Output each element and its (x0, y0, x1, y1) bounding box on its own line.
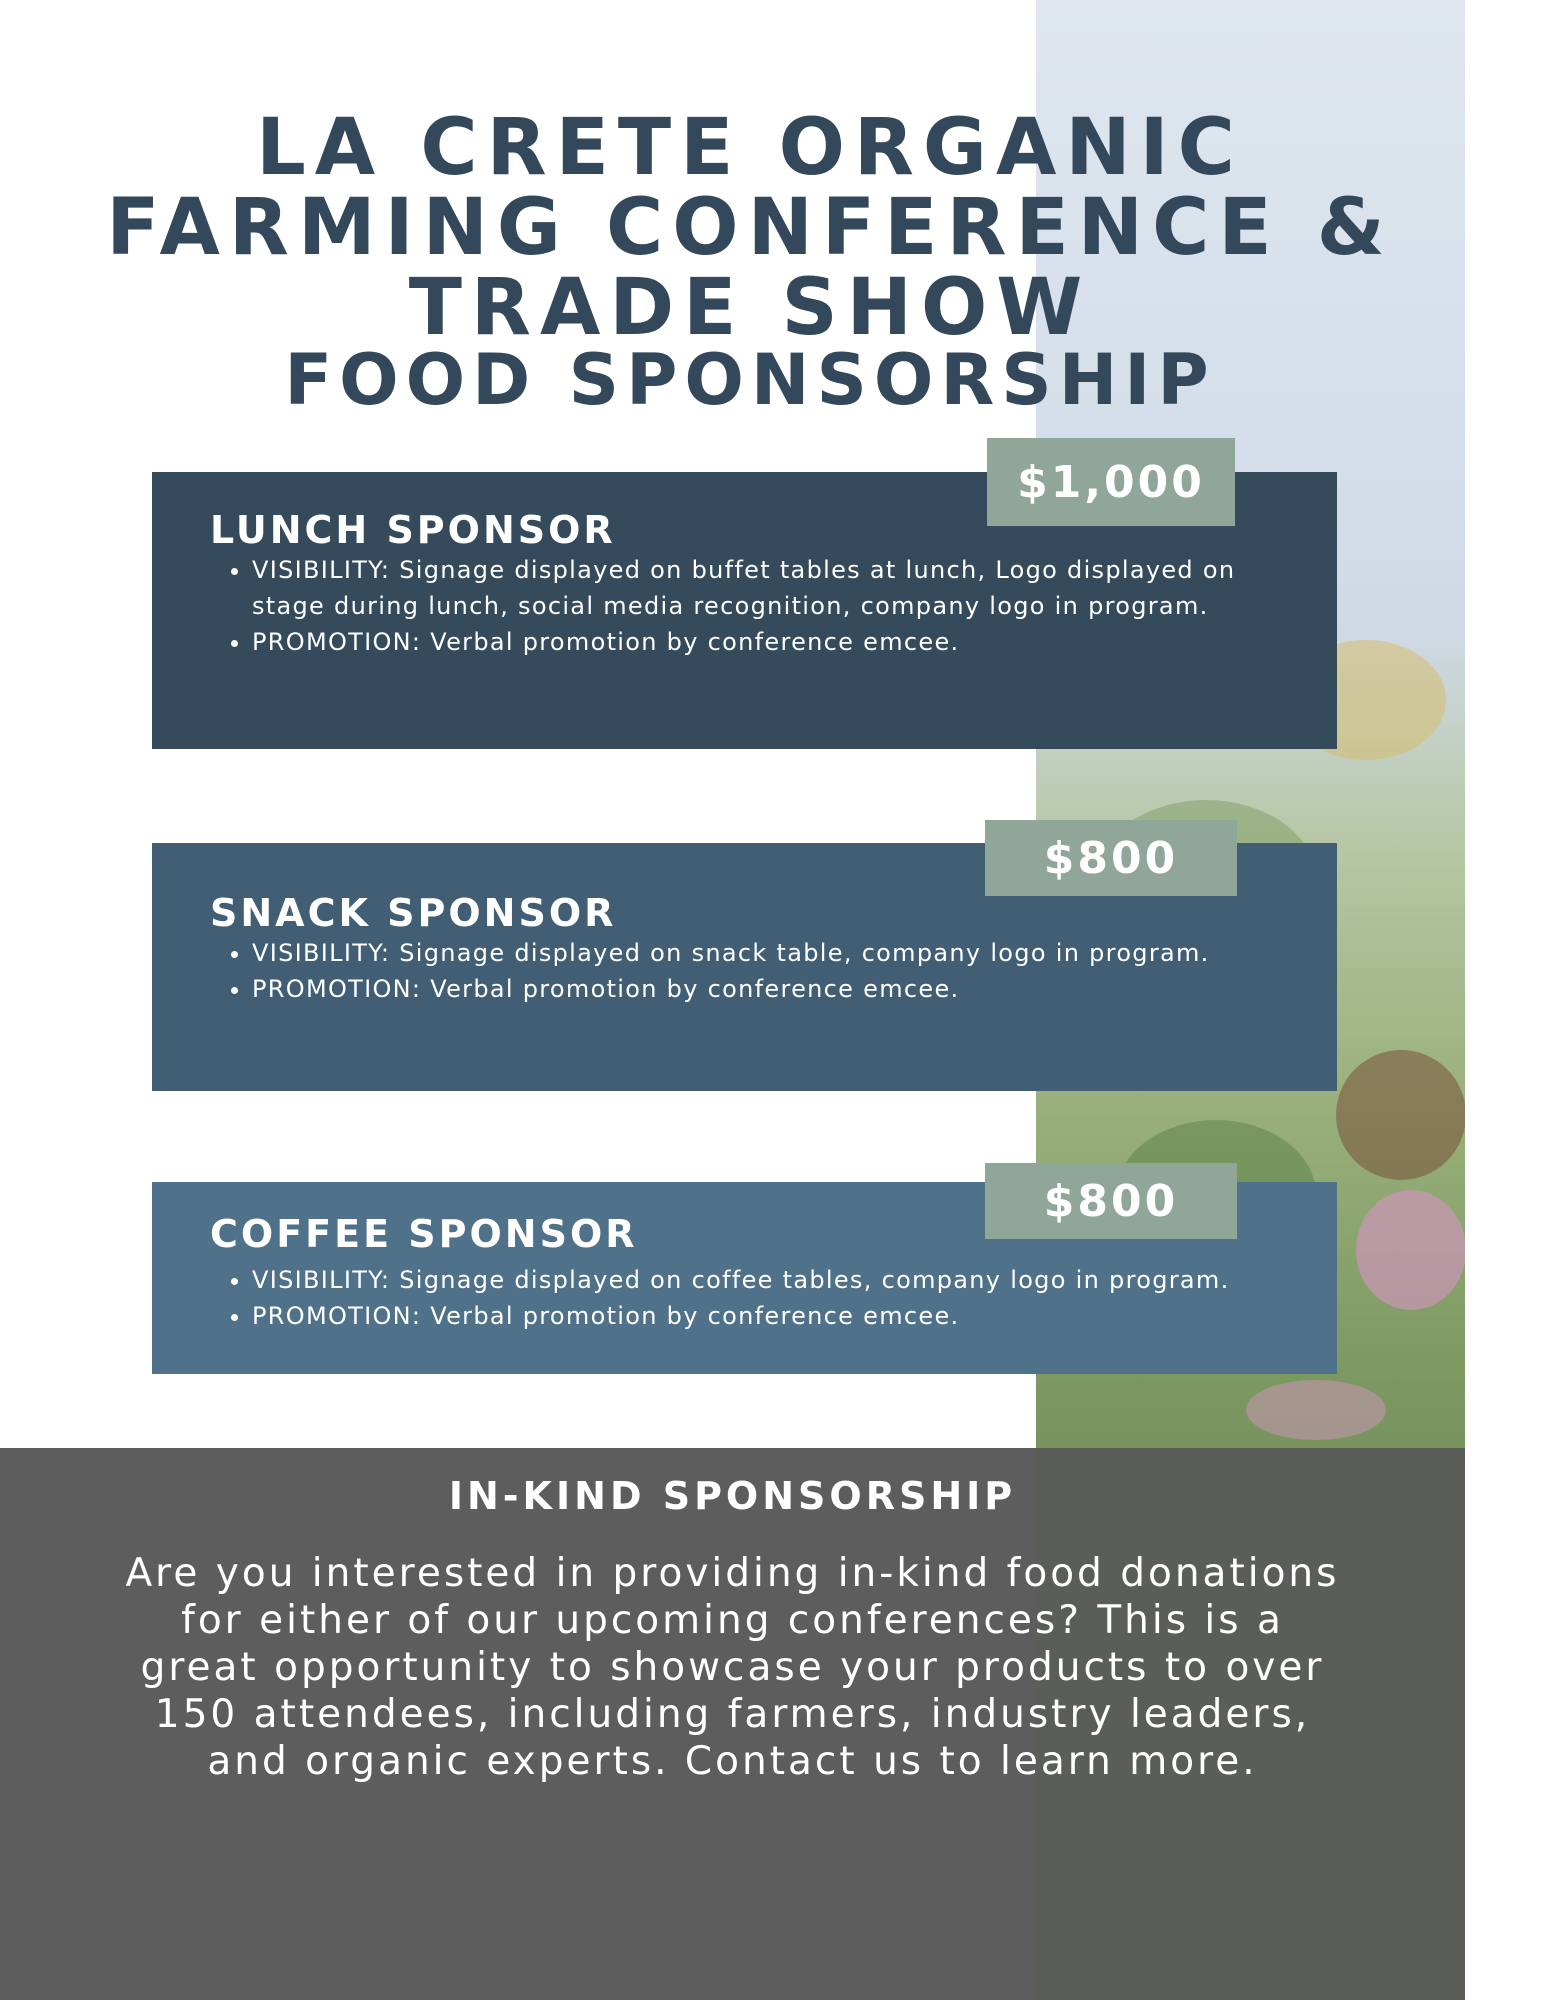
snack-price-tag: $800 (985, 820, 1237, 896)
sponsor-benefits (210, 935, 1297, 1007)
inkind-section (0, 1448, 1465, 2000)
inkind-heading: IN-KIND SPONSORSHIP (448, 1474, 1017, 1518)
lunch-price-tag: $1,000 (987, 438, 1235, 526)
benefit-item: • PROMOTION: Verbal promotion by conference emcee. (252, 1298, 1297, 1334)
sponsor-name: COFFEE SPONSOR (210, 1212, 638, 1256)
benefit-item: • VISIBILITY: Signage displayed on buffet tables at lunch, Logo displayed on stage during lunch, social media recognition, company logo in program. (252, 552, 1297, 624)
page-title: LA CRETE ORGANIC FARMING CONFERENCE & TRADE SHOW (106, 103, 1394, 353)
coffee-price-tag: $800 (985, 1163, 1237, 1239)
sponsor-name: LUNCH SPONSOR (210, 508, 616, 552)
right-margin (1465, 0, 1545, 2000)
benefit-item: • PROMOTION: Verbal promotion by conference emcee. (252, 624, 1297, 660)
page-subtitle: FOOD SPONSORSHIP (284, 339, 1216, 421)
sponsor-benefits (210, 1262, 1297, 1334)
sponsor-benefits (210, 552, 1297, 660)
inkind-body: Are you interested in providing in-kind food donations for either of our upcoming conferences? This is a great opportunity to showcase your products to over 150 attendees, including farmers, industry leaders, and organic experts. Contact us to learn more. (125, 1551, 1340, 1784)
sponsor-name: SNACK SPONSOR (210, 891, 617, 935)
benefit-item: • VISIBILITY: Signage displayed on snack table, company logo in program. (252, 935, 1297, 971)
benefit-item: • PROMOTION: Verbal promotion by conference emcee. (252, 971, 1297, 1007)
benefit-item: • VISIBILITY: Signage displayed on coffee tables, company logo in program. (252, 1262, 1297, 1298)
